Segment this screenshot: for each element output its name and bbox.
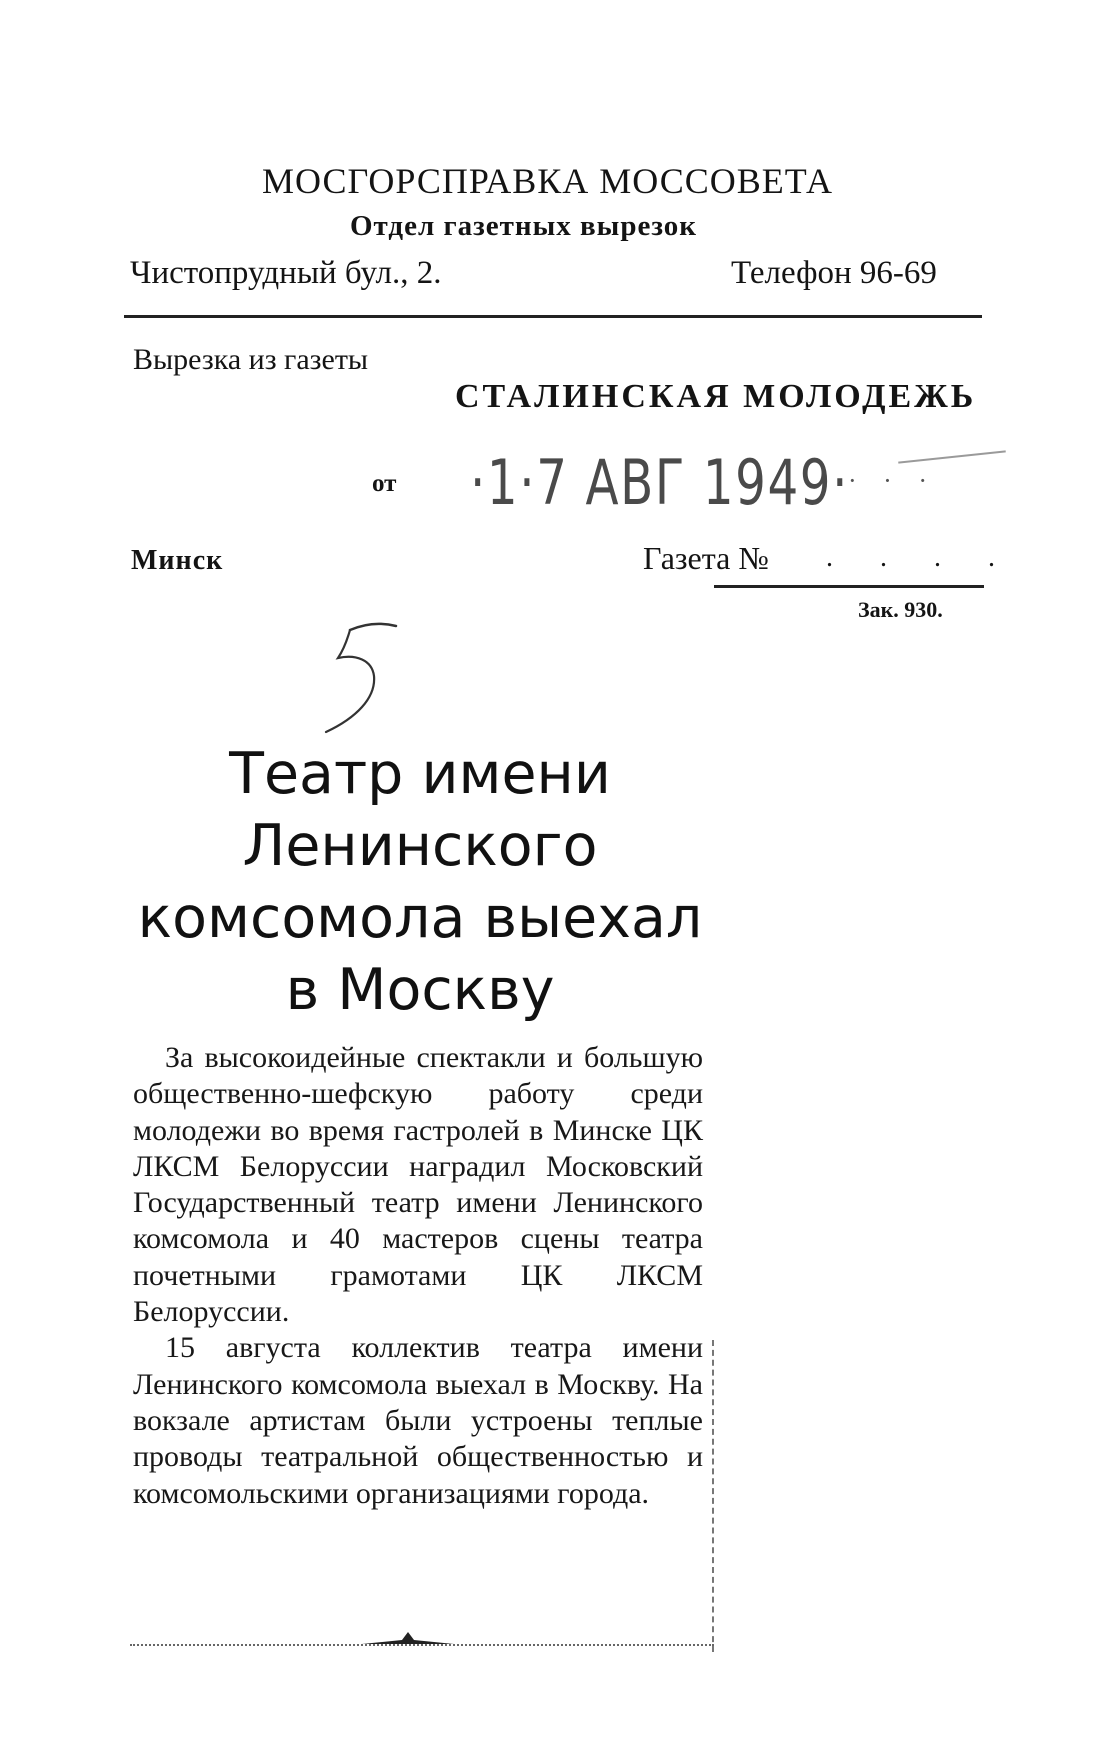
ornament-icon (362, 1630, 454, 1646)
headline-line: комсомола выехал (137, 885, 703, 951)
city: Минск (131, 545, 224, 576)
header-divider (124, 315, 982, 318)
article-body (133, 1040, 703, 1512)
paper-number-blank: . . . . (826, 542, 1015, 573)
column-edge (712, 1340, 714, 1652)
organization-name: МОСГОРСПРАВКА МОССОВЕТА (262, 161, 833, 201)
article-paragraph: За высокоидейные спектакли и большую общественно-шефскую работу среди молодежи во время гастролей в Минске ЦК ЛКСМ Белоруссии наградил Московский Государственный театр имени Ленинского комсомола и 40 мастеров сцены театра почетными грамотами ЦК ЛКСМ Белоруссии. (133, 1041, 703, 1329)
department-name: Отдел газетных вырезок (350, 210, 698, 242)
newspaper-name: СТАЛИНСКАЯ МОЛОДЕЖЬ (455, 378, 977, 415)
phone-number: Телефон 96-69 (731, 255, 937, 291)
date-stamp-dots: · · · (848, 466, 937, 495)
paper-number-label: Газета № (643, 540, 769, 576)
order-number: Зак. 930. (858, 597, 943, 622)
paper-number-divider (714, 585, 984, 588)
headline-line: в Москву (285, 957, 555, 1023)
stamp-stroke (898, 450, 1006, 463)
article-headline (120, 738, 720, 1026)
date-stamp: ·1·7 АВГ 1949· (470, 446, 850, 519)
article-paragraph: 15 августа коллектив театра имени Ленинского комсомола выехал в Москву. На вокзале артистам были устроены теплые проводы театральной общественностью и комсомольскими организациями города. (133, 1331, 703, 1510)
clipping-label: Вырезка из газеты (133, 343, 369, 376)
date-label: от (372, 470, 397, 497)
address: Чистопрудный бул., 2. (130, 255, 442, 291)
headline-line: Театр имени (229, 741, 611, 807)
handwritten-mark-icon (312, 618, 422, 740)
headline-line: Ленинского (242, 813, 598, 879)
